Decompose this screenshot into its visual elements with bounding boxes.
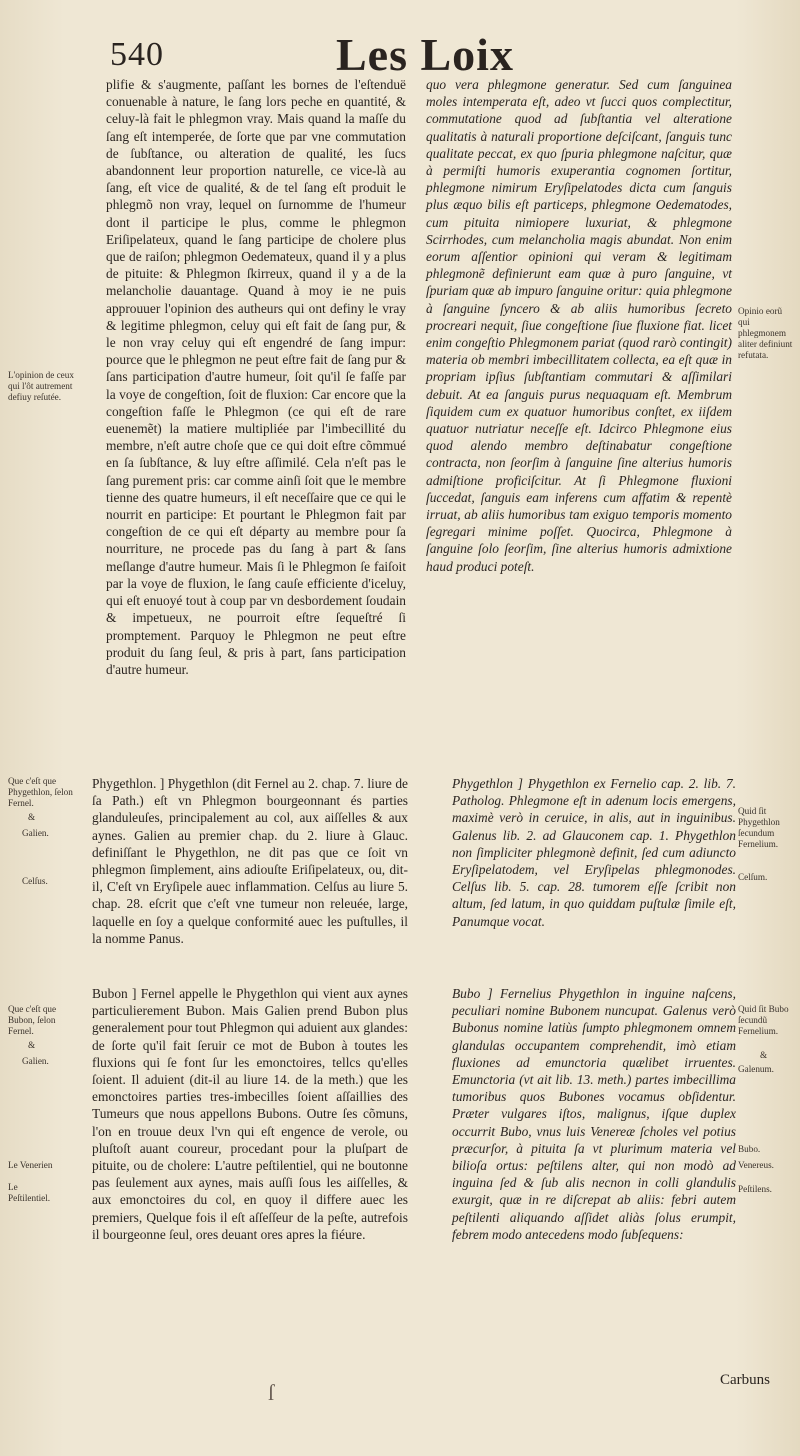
margin-note-left-galien: Galien. [22,828,49,838]
margin-note-left-galien-2: Galien. [22,1056,49,1066]
margin-note-right-opinio: Opinio eorũ qui phlegmonem aliter definiunt refutata. [738,306,793,360]
french-paragraph-phlegmon: plifie & s'augmente, paſſant les bornes de l'eſtenduë conuenable à nature, le ſang lors peche en quantité, & celuy-là fait le phlegmon vray. Mais quand la maſſe du ſang eſt intemperée, de ſorte que par vne commutation de ſubſtance, ou alteration de qualité, les ſucs abandonnent leur proportion naturelle, ce vice-là au ſang, eſt vice de qualité, & de tel ſang eſt produit le phlegmõ non vray, lequel on ſurnomme de l'humeur dont il participe le plus, comme le phlegmon Eriſipelateux, quand le ſang participe de cholere plus que de raiſon; phlegmon Oedemateux, quand il y a plus de pituite: & Phlegmon ſkirreux, quand il y a de la melancholie dauantage. Quand à moy ie ne puis approuuer l'opinion des autheurs qui ont definy le vray & legitime phlegmon, celuy qui eſt fait de ſang pur, & le non vray celuy qui eſt engendré de ſang impur: pource que le phlegmon ne peut eſtre fait de ſang pur & ſans participation d'autre humeur, ſoit qu'il ſe faſſe par la voye de congeſtion, ſoit de fluxion: Car encore que la congeſtion faſſe le Phlegmon (ce qui eſt de rare euenemẽt) la matiere multipliée par l'imbecillité du membre, n'eſt autre choſe que ce qui doit eſtre cõmmué en ſa ſubſtance, & luy eſtre aſſimilé. Cela n'eſt pas le ſang purement pris: car comme ainſi ſoit que le membre tienne des quatre humeurs, il eſt neceſſaire que ce qui le nourrit en participe: Et pourtant le Phlegmon fait par congeſtion de ce qui eſt départy au membre pour ſa nourriture, ne procede pas du ſang à part & ſans meſlange d'autre humeur. Mais ſi le Phlegmon ſe faiſoit par la voye de fluxion, le ſang cauſe efficiente d'iceluy, qui eſt enuoyé tout à coup par vn desbordement ſoudain & impetueux, ne pourroit eſtre ſequeſtré ſi promptement. Parquoy le Phlegmon ne peut eſtre produit du ſang ſeul, & pris à part, ſans participation d'autre humeur. [106,77,406,677]
margin-note-right-bubo-quid: Quid ſit Bubo ſecundũ Fernelium. [738,1004,789,1036]
margin-note-right-and: & [760,1050,768,1060]
latin-column-phygethlon [452,775,736,965]
margin-note-right-bubo: Bubo. [738,1144,761,1154]
latin-paragraph-bubo: Bubo ] Fernelius Phygethlon in inguine naſcens, peculiari nomine Bubonem nuncupat. Galenus verò Bubonus nomine latiùs ſumpto phlegmonem omnem glandulas occupantem comprehendit, imò etiam fluxiones ad emunctoria quælibet irruentes. Emunctoria (vt ait lib. 13. meth.) partes imbecillima tumoribus quos Bubones vocamus obſidentur. Præter vulgares iſtos, malignus, iſque duplex occurrit Bubo, vnus luis Venereæ ſcholes vel potius præcurſor, à pituita ſa vt plurimum materia vel bilioſa ortus: peſtilens alter, qui non modò ad inguina ſed & ſub alis necnon in colli glandulis exurgit, quæ in re diſcrepat ab aliis: febri autem peſtilenti aliquando aſſidet aliàs ſolus erumpit, febrem modo antecedens modo ſubſequens: [452,986,736,1242]
french-column-phygethlon [92,775,408,975]
running-title: Les Loix [336,29,514,80]
margin-note-left-opinion: L'opinion de ceux qui l'ôt autrement defiuy reſutée. [8,370,74,402]
margin-note-right-galenum: Galenum. [738,1064,774,1074]
latin-column-top [426,76,732,698]
margin-note-left-pestilentiel: Le Peſtilentiel. [8,1182,51,1203]
margin-note-right-venereus: Venereus. [738,1160,774,1170]
stray-ink-mark: ſ [268,1380,275,1405]
margin-note-left-and: & [28,812,36,822]
margin-note-right-phygethlon: Quid ſit Phygethlon ſecundum Fernelium. [738,806,780,849]
french-paragraph-phygethlon: Phygethlon. ] Phygethlon (dit Fernel au 2. chap. 7. liure de ſa Path.) eſt vn Phlegmon bourgeonnant és parties glanduleuſes, principalement au col, aux aiſſelles & aux aynes. Galien au premier chap. du 2. liure à Glauc. definiſſant le Phygethlon, ne dit pas que ce ſoit vn phlegmon ſimplement, ains adiouſte Eriſipelateux, ou, dit-il, C'eſt vn Eryſipele auec inflammation. Celſus au liure 5. chap. 28. eſcrit que c'eſt vne tumeur non releuée, large, laquelle en ſoy a quelque conformité auec les puſtulles, il la nomme Panus. [92,776,408,946]
french-column-bubon [92,985,408,1365]
french-column-top [106,76,406,776]
latin-paragraph-phlegmon: quo vera phlegmone generatur. Sed cum ſanguinea moles intemperata eſt, adeo vt ſucci quos complectitur, commutatione quod ad ſubſtantia vel alteratione qualitatis à naturali proportione deſciſcant, ſanguis tunc qualitate peccat, ex quo ſpuria phlegmone naſcitur, quæ à permiſti humoris exuperantia cognomen ſortitur, phlegmone nimirum Eryſipelatodes dicta cum ſanguis plus æquo bilis eſt particeps, phlegmone Oedematodes, cum pituita nimiopere luxuriat, & phlegmone Scirrhodes, cum melancholia magis abundat. Non enim eorum aſſentior opinioni qui veram & legitimam phlegmonẽ definierunt eam quæ à puro ſanguine, vt ſpuriam quæ ab impuro ſanguine oritur: quia phlegmone à ſanguine ſyncero & ab aliis humoribus ſecreto procreari nequit, ſiue congeſtione ſiue fluxione fiat. licet enim congeſtio Phlegmonem pariat (quod rarò contingit) materia ob membri imbecillitatem collecta, ea eſt quæ in propriam ipſius ſubſtantiam commutari & aſſimilari debuit. At ea ſanguis purus nequaquam eſt. Membrum ſiquidem cum ex quatuor humoribus conſtet, ex iiſdem quatuor nutriatur neceſſe eſt. Idcirco Phlegmone eius quod alendo membro deſtinabatur congeſtione contracta, non ſeorſim à ſanguine ſine alterius humoris admiſtione proficiſcitur. At ſi Phlegmone fluxioni ſuccedat, ſanguis eam inferens cum affatim & repentè irruat, ab aliis humoribus tam exiguo temporis momento ſegregari minime poſſet. Quocirca, Phlegmone à ſanguine ſolo ſeorſim, ſine alterius humoris admixtione haud produci poteſt. [426,77,732,574]
margin-note-left-celsus: Celſus. [22,876,48,886]
margin-note-left-and-2: & [28,1040,36,1050]
page-header [110,28,750,78]
french-paragraph-bubon: Bubon ] Fernel appelle le Phygethlon qui vient aux aynes particulierement Bubon. Mais Galien prend Bubon plus generalement pour tout Phlegmon qui aduient aux glandes: de ſorte qu'il fait ſeruir ce mot de Bubon à toutes les fluxions qui ſe font ſur les emonctoires, tellcs qu'elles ſoient. Il aduient (dit-il au liure 14. de la meth.) que les emonctoires parties tres-imbecilles ſoient aſſaillies des Tumeurs que nous appellons Bubons. Outre ſes cõmuns, l'on en trouue deux l'vn qui eſt engence de verole, ou pluſtoſt auant coureur, procedant pour la pluſpart de pituite, ou de cholere: L'autre peſtilentiel, qui ne boutonne pas ſeulement aux aynes, mais auſſi ſous les aiſſelles, & aux emonctoires du col, en quoy il differe auec les premiers, Quelque fois il eſt aſſeſſeur de la peſte, autrefois il bourgeonne ſeul, ores deuant ores apres la fiéure. [92,986,408,1242]
margin-note-left-venerien: Le Venerien [8,1160,53,1170]
margin-note-right-celsum: Celſum. [738,872,768,882]
margin-note-left-phygethlon: Que c'eſt que Phygethlon, ſelon Fernel. [8,776,73,808]
margin-note-right-pestilens: Peſtilens. [738,1184,772,1194]
latin-column-bubo [452,985,736,1325]
catchword: Carbuns [720,1372,770,1388]
margin-note-left-bubon: Que c'eſt que Bubon, ſelon Fernel. [8,1004,57,1036]
latin-paragraph-phygethlon: Phygethlon ] Phygethlon ex Fernelio cap. 2. lib. 7. Patholog. Phlegmone eſt in adenum locis emergens, maximè verò in ceruice, in alis, aut in inguinibus. Galenus lib. 2. ad Glauconem cap. 1. Phygethlon non ſimpliciter phlegmonè definit, ſed cum adiuncto Eryſipelatodem, vel Eryſipelas phlegmonodes. Celſus lib. 5. cap. 28. tumorem eſſe ſcribit non altum, ſed latum, in quo quiddam puſtulæ ſimile eſt, Panumque vocat. [452,776,736,929]
page-number: 540 [110,36,164,73]
